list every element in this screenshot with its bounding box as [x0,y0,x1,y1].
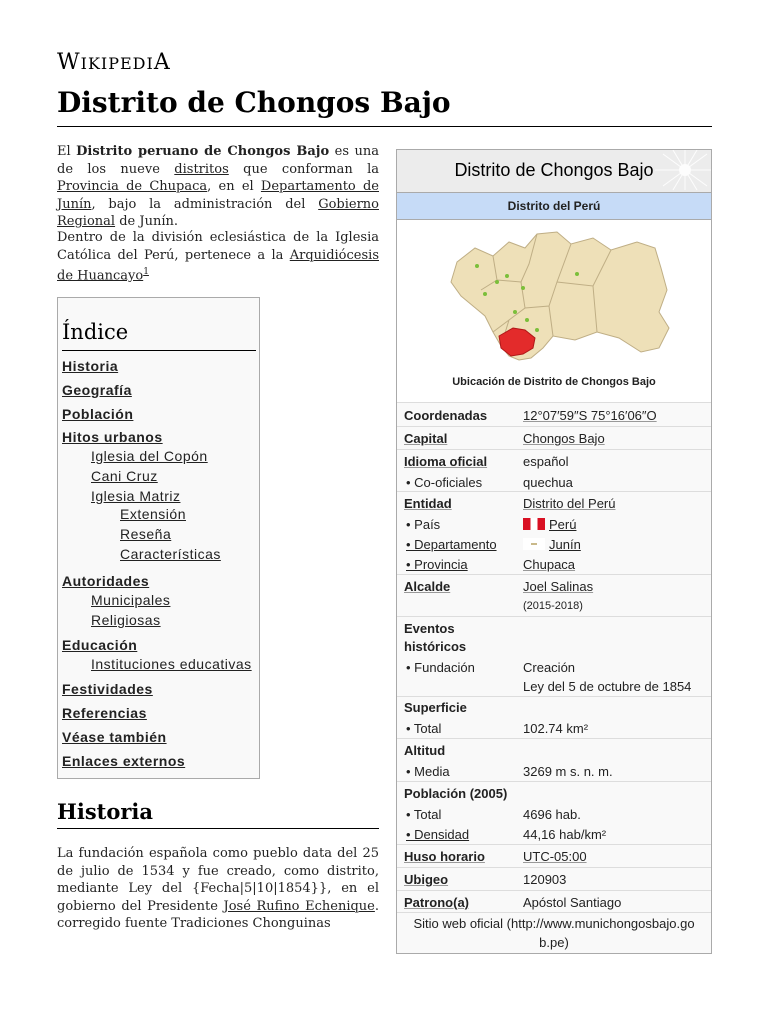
poblacion-total-label: • Total [406,807,442,822]
toc-item[interactable]: Véase también [62,729,167,745]
row-divider [397,696,711,697]
fundacion-value-1: Creación [523,660,576,675]
text-run: , en el [207,179,261,194]
row-divider [397,449,711,450]
inline-link[interactable]: Departamento de Junín [57,179,379,212]
historia-paragraph [57,845,379,933]
superficie-label: Superficie [404,700,467,715]
inline-link[interactable]: Provincia de Chupaca [57,179,208,194]
text-run: Dentro de la división eclesiástica de la Iglesia Católica del Perú, pertenece a la [57,230,379,263]
departamento-value[interactable]: Junín [549,537,581,552]
text-run: de Junín. [115,214,178,229]
text-run: que conforman la [228,161,379,177]
toc-item[interactable]: Educación [62,637,138,653]
altitud-media-value: 3269 m s. n. m. [523,764,613,779]
text-run: , bajo la administración del [91,196,319,212]
inline-link[interactable]: Gobierno Regional [57,196,379,229]
wikipedia-wordmark[interactable]: WIKIPEDIA [57,50,171,75]
toc-item[interactable]: Festividades [62,681,153,697]
table-of-contents [57,297,260,779]
densidad-value: 44,16 hab/km² [523,827,607,842]
infobox-title: Distrito de Chongos Bajo [454,160,654,180]
coordenadas-value[interactable]: 12°07′59″S 75°16′06″O [523,408,657,423]
alcalde-period: (2015-2018) [523,600,583,612]
official-website-link[interactable] [397,914,711,952]
eventos-label-1: Eventos [404,621,455,636]
fundacion-label: • Fundación [406,660,475,675]
infobox-subtitle[interactable] [397,192,711,220]
provincia-value[interactable]: Chupaca [523,557,576,572]
toc-item[interactable]: Reseña [120,526,172,542]
footnote-ref[interactable]: 1 [143,267,149,277]
section-heading-historia: Historia [57,799,153,824]
website-line-1: Sitio web oficial (http://www.munichongosbajo.go [413,916,695,931]
website-line-2: b.pe) [539,935,569,950]
cooficiales-label: • Co-oficiales [406,475,483,490]
inline-link[interactable]: Arquidiócesis de Huancayo [57,247,379,284]
capital-label[interactable]: Capital [404,431,448,446]
toc-item[interactable]: Población [62,406,134,422]
text-run: es una de los nueve [57,144,379,177]
row-divider [397,781,711,782]
toc-item[interactable]: Extensión [120,506,186,522]
pais-value[interactable]: Perú [549,517,577,532]
alcalde-label[interactable]: Alcalde [404,579,451,594]
huso-value[interactable]: UTC-05:00 [523,849,587,864]
toc-item[interactable]: Hitos urbanos [62,429,163,445]
toc-item[interactable]: Enlaces externos [62,753,186,769]
text-run: La fundación española como pueblo data del 25 de julio de 1534 y fue creado, como distrito, mediante Ley del {Fecha|5|10|1854}}, en el gobierno del Presidente [57,846,379,914]
section-divider [57,828,379,829]
toc-item[interactable]: Iglesia Matriz [91,488,181,504]
fundacion-value-2: Ley del 5 de octubre de 1854 [523,679,692,694]
densidad-label[interactable]: • Densidad [406,827,470,842]
toc-item[interactable]: Autoridades [62,573,150,589]
poblacion-total-value: 4696 hab. [523,807,581,822]
eventos-label-2: históricos [404,639,467,654]
toc-item[interactable]: Municipales [91,592,171,608]
peru-flag-icon [523,518,545,530]
coordenadas-label: Coordenadas [404,408,488,423]
junin-flag-icon [523,538,545,550]
toc-item[interactable]: Iglesia del Copón [91,448,208,464]
toc-item[interactable]: Referencias [62,705,147,721]
alcalde-value[interactable]: Joel Salinas [523,579,594,594]
idioma-label[interactable]: Idioma oficial [404,454,488,469]
toc-item[interactable]: Geografía [62,382,132,398]
row-divider [397,867,711,868]
pais-cell[interactable] [523,517,576,532]
diocese-paragraph [57,229,379,285]
infobox [396,149,712,954]
ubigeo-value: 120903 [523,872,567,887]
infobox-subtitle-label: Distrito del Perú [507,199,601,213]
inline-link[interactable]: distritos [174,161,229,177]
row-divider [397,844,711,845]
text-run: . corregido fuente Tradiciones Chonguinas [57,898,380,931]
inline-link[interactable]: José Rufino Echenique [223,898,375,914]
infobox-header [397,150,711,192]
location-map-svg[interactable] [397,220,711,402]
row-divider [397,616,711,617]
patrono-value: Apóstol Santiago [523,895,622,910]
capital-value[interactable]: Chongos Bajo [523,431,605,446]
toc-divider [62,350,256,351]
toc-title: Índice [62,320,129,344]
departamento-label[interactable]: • Departamento [406,537,497,552]
idioma-value: español [523,454,569,469]
intro-paragraph [57,143,379,231]
superficie-total-value: 102.74 km² [523,721,589,736]
row-divider [397,574,711,575]
entidad-label[interactable]: Entidad [404,496,452,511]
toc-item[interactable]: Características [120,546,221,562]
page-title: Distrito de Chongos Bajo [57,86,451,119]
row-divider [397,738,711,739]
superficie-total-label: • Total [406,721,442,736]
ubigeo-label[interactable]: Ubigeo [404,872,449,887]
title-divider [57,126,712,127]
altitud-label: Altitud [404,743,446,758]
text-run: Distrito peruano de Chongos Bajo [76,144,330,159]
patrono-label[interactable]: Patrono(a) [404,895,469,910]
row-divider [397,491,711,492]
map-caption: Ubicación de Distrito de Chongos Bajo [452,376,656,388]
altitud-media-label: • Media [406,764,450,779]
province-map-shape [451,232,669,360]
pais-label: • País [406,517,441,532]
poblacion-label: Población (2005) [404,786,508,801]
toc-item[interactable]: Instituciones educativas [91,656,252,672]
toc-item[interactable]: Religiosas [91,612,161,628]
huso-label[interactable]: Huso horario [404,849,485,864]
row-divider [397,912,711,913]
row-divider [397,890,711,891]
text-run: El [57,144,77,159]
cooficiales-value: quechua [523,475,573,490]
entidad-value[interactable]: Distrito del Perú [523,496,616,511]
row-divider [397,426,711,427]
location-map[interactable] [397,220,711,402]
toc-item[interactable]: Cani Cruz [91,468,158,484]
departamento-cell[interactable] [523,537,581,552]
row-divider [397,402,711,403]
toc-item[interactable]: Historia [62,358,119,374]
provincia-label[interactable]: • Provincia [406,557,468,572]
